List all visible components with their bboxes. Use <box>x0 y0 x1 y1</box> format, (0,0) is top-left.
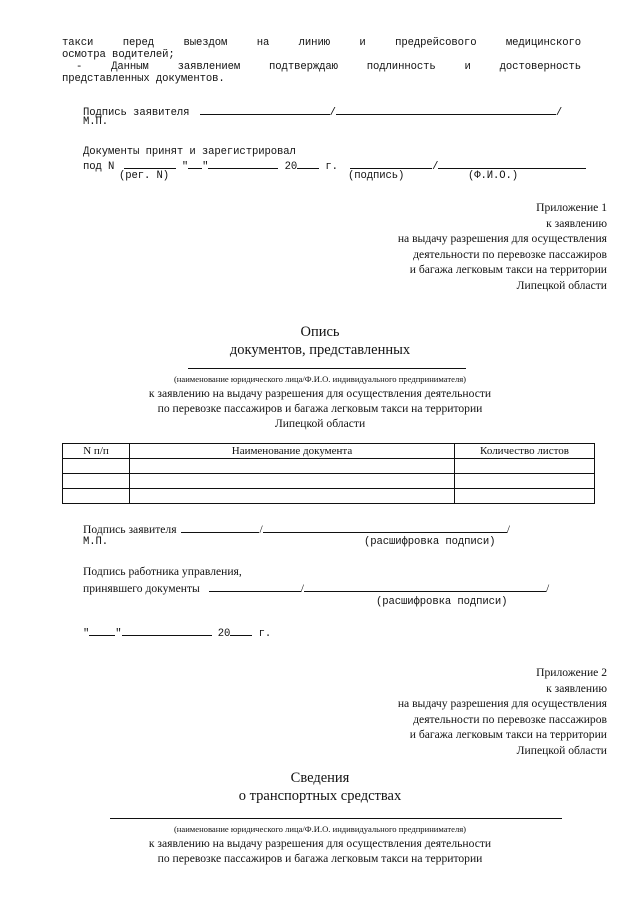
month-blank <box>122 625 212 636</box>
applicant-signature-label-2: Подпись заявителя <box>83 523 177 536</box>
decode-blank <box>336 104 556 115</box>
appendix-2-title: Сведения <box>290 770 350 786</box>
decode-blank <box>304 581 546 592</box>
intro-line: к заявлению на выдачу разрешения для осуществления деятельности <box>148 387 492 400</box>
table-cell <box>63 459 130 474</box>
appendix-line: на выдачу разрешения для осуществления <box>397 697 607 710</box>
appendix-line: и багажа легковым такси на территории <box>409 263 607 276</box>
intro-line: к заявлению на выдачу разрешения для осуществления деятельности <box>148 837 492 850</box>
word: перед <box>122 37 155 49</box>
paragraph-line-4: представленных документов. <box>62 73 225 85</box>
date-row: " " 20 г. <box>83 625 271 640</box>
name-blank-line-2 <box>110 818 562 819</box>
caption-decode-1: (расшифровка подписи) <box>364 536 496 548</box>
table-cell <box>130 489 455 504</box>
word: - Данным <box>76 61 149 73</box>
signature-blank <box>209 581 301 592</box>
caption-decode-2: (расшифровка подписи) <box>376 596 508 608</box>
stamp-label: М.П. <box>83 116 109 128</box>
appendix-line: деятельности по перевозке пассажиров <box>413 712 607 726</box>
table-cell <box>455 474 595 489</box>
appendix-line: деятельности по перевозке пассажиров <box>413 247 607 261</box>
appendix-1-title: Опись <box>300 324 340 340</box>
stamp-label-2: М.П. <box>83 536 109 548</box>
year-suffix: г. <box>258 628 272 640</box>
word: выездом <box>183 37 228 49</box>
signature-blank <box>200 104 330 115</box>
documents-table <box>62 443 595 504</box>
appendix-line: Приложение 1 <box>536 201 607 214</box>
appendix-2-subtitle: о транспортных средствах <box>238 788 402 804</box>
caption-fio: (Ф.И.О.) <box>468 170 519 182</box>
appendix-line: Липецкой области <box>516 743 607 757</box>
worker-signature-label-line-2: принявшего документы <box>83 582 200 595</box>
year-blank <box>297 158 319 169</box>
word: подтверждаю <box>269 61 338 73</box>
table-cell <box>455 459 595 474</box>
day-blank <box>188 158 202 169</box>
name-blank-line <box>188 368 466 369</box>
word: медицинского <box>505 37 581 49</box>
word: подлинность <box>366 61 436 73</box>
appendix-1-subtitle: документов, представленных <box>229 342 411 358</box>
word: линию <box>298 37 330 49</box>
word: и <box>464 61 471 73</box>
appendix-1-intro <box>0 386 640 431</box>
caption-reg-number: (рег. N) <box>119 170 170 182</box>
table-cell <box>455 489 595 504</box>
signature-blank <box>181 522 259 533</box>
appendix-line: к заявлению <box>546 216 607 230</box>
year-suffix: г. <box>325 161 338 173</box>
year-blank <box>230 625 252 636</box>
table-row <box>63 489 595 504</box>
year-prefix: 20 <box>284 161 298 173</box>
word: и <box>359 37 366 49</box>
word: достоверность <box>499 61 581 73</box>
applicant-signature-label: Подпись заявителя <box>83 107 190 119</box>
header-number: N п/п <box>63 444 130 459</box>
appendix-line: к заявлению <box>546 681 607 695</box>
table-row <box>63 474 595 489</box>
decode-blank <box>263 522 507 533</box>
worker-signature-row: принявшего документы / / <box>83 582 550 595</box>
reg-prefix: под N <box>83 161 115 173</box>
table-row <box>63 459 595 474</box>
fio-blank <box>438 158 586 169</box>
table-cell <box>63 474 130 489</box>
registration-row: под N " " 20 г. / <box>83 158 586 173</box>
month-blank <box>208 158 278 169</box>
header-document-name: Наименование документа <box>130 444 455 459</box>
docs-received-label: Документы принят и зарегистрировал <box>83 146 296 158</box>
sign-blank <box>350 158 432 169</box>
table-cell <box>130 459 455 474</box>
appendix-2-header <box>398 665 607 758</box>
name-caption: (наименование юридического лица/Ф.И.О. индивидуального предпринимателя) <box>173 374 467 384</box>
intro-line: Липецкой области <box>274 417 366 430</box>
day-blank <box>89 625 115 636</box>
intro-line: по перевозке пассажиров и багажа легковым такси на территории <box>157 852 483 865</box>
appendix-2-intro <box>0 836 640 866</box>
reg-number-blank <box>124 158 176 169</box>
applicant-signature-row: Подпись заявителя / / <box>83 104 562 119</box>
table-cell <box>130 474 455 489</box>
word: на <box>256 37 270 49</box>
caption-signature: (подпись) <box>348 170 405 182</box>
appendix-line: и багажа легковым такси на территории <box>409 728 607 741</box>
appendix-line: Приложение 2 <box>536 666 607 679</box>
intro-line: по перевозке пассажиров и багажа легковым такси на территории <box>157 402 483 415</box>
word: такси <box>62 37 94 49</box>
table-cell <box>63 489 130 504</box>
paragraph-line-2: осмотра водителей; <box>62 49 175 61</box>
year-prefix: 20 <box>217 628 231 640</box>
table-header-row <box>63 444 595 459</box>
name-caption-2: (наименование юридического лица/Ф.И.О. индивидуального предпринимателя) <box>173 824 467 834</box>
word: заявлением <box>177 61 241 73</box>
header-sheet-count: Количество листов <box>455 444 595 459</box>
paragraph-line-1 <box>62 37 581 49</box>
appendix-1-header <box>398 200 607 293</box>
applicant-signature-row-2: Подпись заявителя / / <box>83 523 510 536</box>
word: предрейсового <box>395 37 477 49</box>
appendix-line: на выдачу разрешения для осуществления <box>397 232 607 245</box>
paragraph-line-3 <box>62 61 581 73</box>
worker-signature-label-line-1: Подпись работника управления, <box>83 565 242 578</box>
appendix-line: Липецкой области <box>516 278 607 292</box>
